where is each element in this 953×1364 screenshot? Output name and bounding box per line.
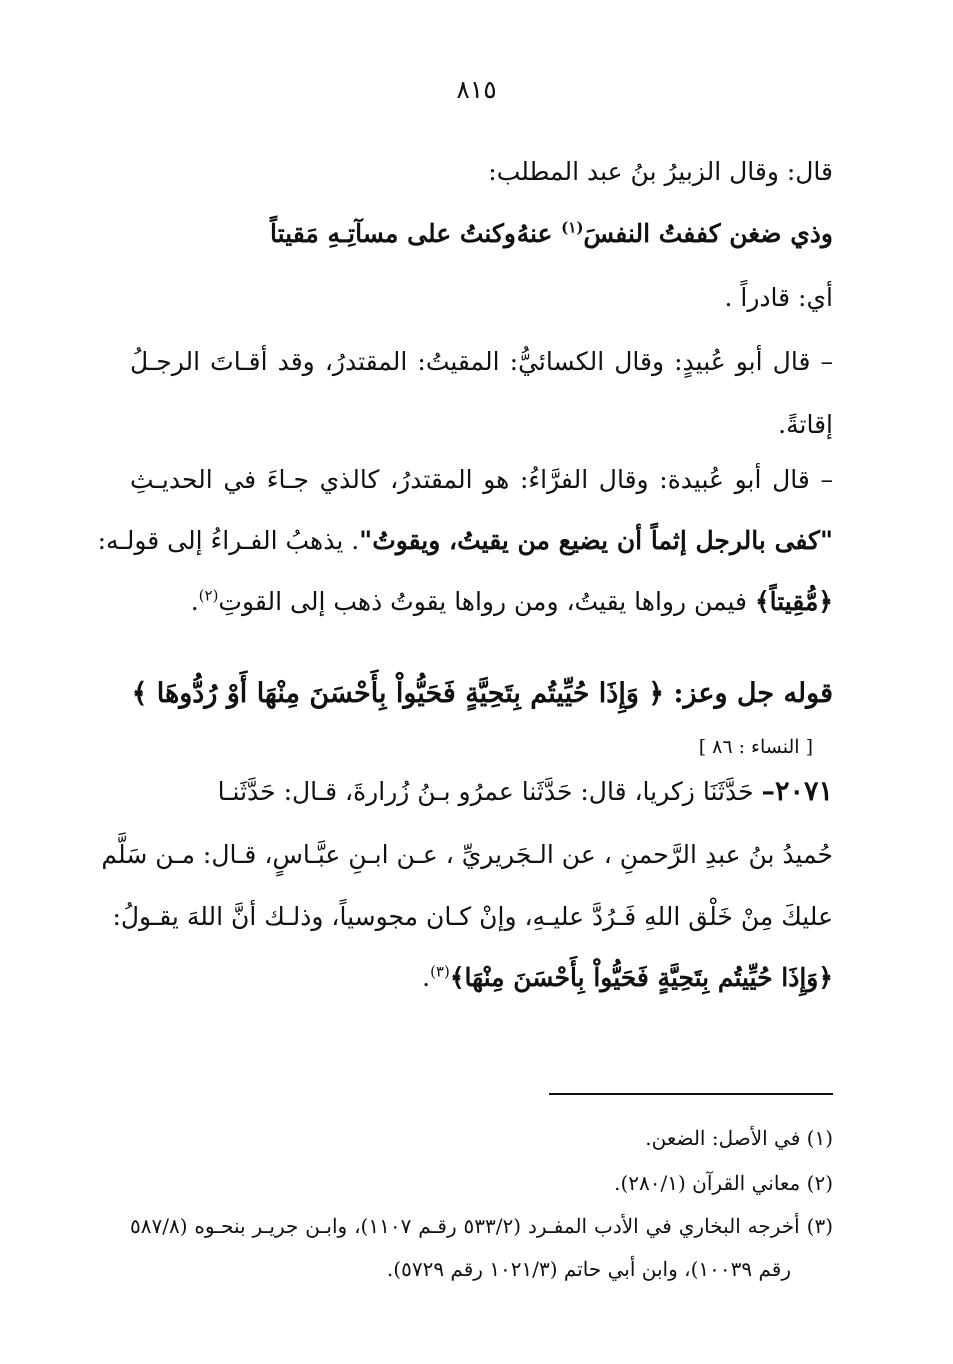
footnote-separator [549, 1093, 833, 1095]
footnote-marker-2: (٢) [198, 586, 219, 605]
footnote-3-line-1: (٣) أخرجه البخاري في الأدب المفـرد (٥٣٣/٢ رقـم ١١٠٧)، وابـن جريـر بنحـوه (٥٨٧/٨ [130, 1214, 833, 1238]
intro-line: قال: وقال الزبيرُ بنُ عبد المطلب: [488, 157, 833, 186]
verse-second-hemistich: وكنتُ على مسآتِـهِ مَقيتاً [270, 219, 516, 248]
verse-reference: [ النساء : ٨٦ ] [698, 736, 813, 758]
hadith-line-4-end: . [422, 963, 431, 992]
gloss-line: أي: قادراً . [724, 283, 833, 312]
abu-ubaida-line-3-text: فيمن رواها يقيتُ، ومن رواها يقوتُ ذهب إلى القوتِ [218, 587, 755, 616]
quran-verse-quote: ﴿وَإِذَا حُيِّيتُم بِتَحِيَّةٍ فَحَيُّواْ بِأَحْسَنَ مِنْهَا﴾ [449, 963, 833, 992]
verse-first-hemistich-text: وذي ضغن كففتُ النفسَ [583, 219, 833, 248]
hadith-number: ٢٠٧١– [761, 776, 833, 807]
footnote-marker-1: (١) [561, 218, 584, 237]
abu-ubaid-line-1: – قال أبو عُبيدٍ: وقال الكسائيُّ: المقيتُ: المقتدرُ، وقد أقـاتَ الرجـلُ [130, 347, 833, 376]
hadith-line-1-text: حَدَّثَنَا زكريا، قال: حَدَّثَنا عمرُو بـنُ زُرارةَ، قـال: حَدَّثَنـا [217, 777, 762, 806]
poetry-verse [130, 214, 833, 254]
abu-ubaida-line-2-text: . يذهبُ الفـراءُ إلى قولـه: [97, 526, 360, 555]
page-number: ٨١٥ [456, 75, 497, 104]
quran-word: ﴿مُّقِيتاً﴾ [754, 587, 833, 616]
footnote-2: (٢) معاني القرآن (٢٨٠/١). [614, 1171, 833, 1195]
abu-ubaida-line-3-end: . [190, 587, 199, 616]
abu-ubaida-line-2 [98, 521, 833, 561]
footnote-1: (١) في الأصل: الضعن. [645, 1126, 833, 1150]
abu-ubaid-line-2: إقاتةً. [778, 410, 833, 439]
hadith-line-1 [218, 772, 833, 812]
abu-ubaida-line-1: – قال أبو عُبيدة: وقال الفرَّاءُ: هو المقتدرُ، كالذي جـاءَ في الحديـثِ [130, 465, 833, 494]
hadith-line-4 [422, 958, 833, 998]
verse-heading: قوله جل وعز: ﴿ وَإِذَا حُيِّيتُم بِتَحِيَّةٍ فَحَيُّواْ بِأَحْسَنَ مِنْهَا أَوْ رُدُّوهَا ﴾ [131, 678, 833, 709]
hadith-line-3: عليكَ مِنْ خَلْق اللهِ فَـرُدَّ عليـهِ، وإنْ كـان مجوسياً، وذلـك أنَّ اللهَ يقـولُ: [112, 902, 833, 931]
verse-first-hemistich [517, 214, 833, 254]
footnote-marker-3: (٣) [430, 962, 450, 981]
abu-ubaida-line-3 [191, 582, 833, 622]
verse-first-hemistich-end: عنهُ [516, 219, 562, 248]
footnote-3-line-2: رقم ١٠٠٣٩)، وابن أبي حاتم (١٠٢١/٣ رقم ٥٧٢٩). [386, 1257, 791, 1281]
hadith-quote: "كفى بالرجل إثماً أن يضيع من يقيتُ، ويقوتُ" [359, 526, 833, 555]
hadith-line-2: حُميدُ بنُ عبدِ الرَّحمنِ ، عن الـجَريريِّ ، عـن ابـنِ عبَّـاسٍ، قـال: مـن سَلَّم [101, 840, 833, 869]
